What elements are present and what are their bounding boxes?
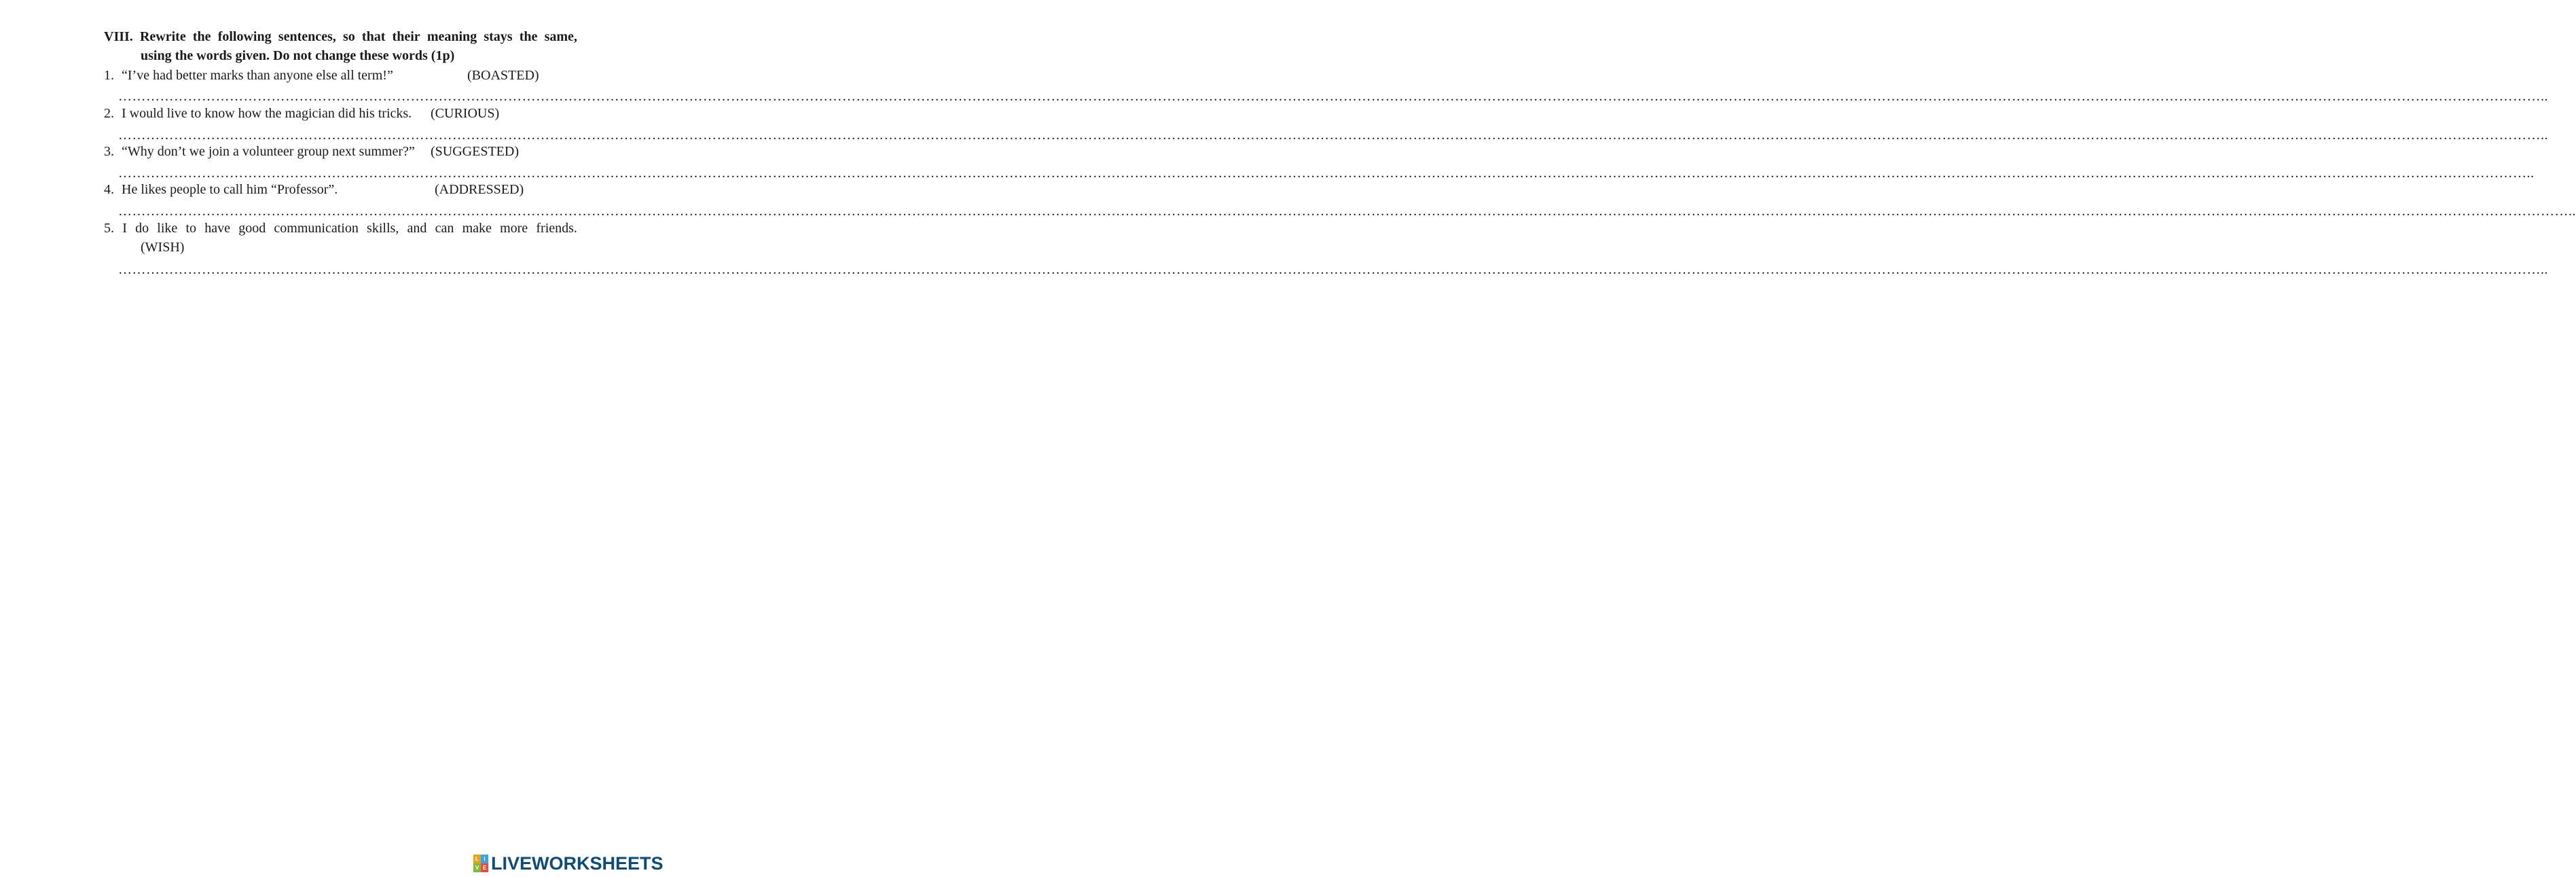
question-word: skills, xyxy=(367,221,399,236)
question-word: do xyxy=(135,221,149,236)
heading-word: the xyxy=(519,29,538,44)
question-4 xyxy=(104,180,577,199)
question-text: “Why don’t we join a volunteer group next summer?” xyxy=(122,144,415,159)
heading-word: the xyxy=(192,29,211,44)
question-number: 4. xyxy=(104,182,114,197)
keyword-curious: (CURIOUS) xyxy=(431,106,500,121)
question-word: to xyxy=(185,221,197,236)
question-number: 1. xyxy=(104,68,114,83)
question-word: can xyxy=(435,221,454,236)
brand-name: LIVEWORKSHEETS xyxy=(491,853,664,874)
heading-line-1 xyxy=(104,27,577,46)
liveworksheets-blocks-icon: L I V E xyxy=(473,855,488,872)
heading-word: Rewrite xyxy=(139,29,186,44)
answer-dotted-line: …………………………………………………………………………………………………………………………………………………………………………………………………………………………………………………………………………………………………………………………………………………………………………………………………………………………………………………………………………………….. xyxy=(118,204,2576,219)
exercise-heading xyxy=(104,27,577,65)
answer-dotted-line: ……………………………………………………………………………………………………………………………………………………………………………………………………………………………………………………………………………………………………………………………………………………………………………………………………………………………………………………………………………….. xyxy=(118,262,2548,277)
question-word: like xyxy=(157,221,178,236)
answer-dotted-line: ……………………………………………………………………………………………………………………………………………………………………………………………………………………………………………………………………………………………………………………………………………………………………………………………………………………………………………………………………………….. xyxy=(118,128,2548,143)
answer-dotted-line: …………………………………………………………………………………………………………………………………………………………………………………………………………………………………………………………………………………………………………………………………………………………………………………………………………………………………………………………………………….. xyxy=(118,166,2535,181)
heading-word: following xyxy=(217,29,272,44)
question-word: more xyxy=(500,221,528,236)
question-number: 5. xyxy=(104,221,114,236)
heading-word: meaning xyxy=(427,29,477,44)
question-1 xyxy=(104,66,577,85)
answer-input-2[interactable] xyxy=(118,124,553,141)
keyword-wish: (WISH) xyxy=(141,240,185,255)
question-word: I xyxy=(122,221,127,236)
keyword-addressed: (ADDRESSED) xyxy=(435,182,524,197)
question-word: good xyxy=(238,221,266,236)
question-word: have xyxy=(204,221,231,236)
question-5 xyxy=(104,219,577,257)
question-word: make xyxy=(462,221,492,236)
heading-word: same, xyxy=(544,29,577,44)
question-text: “I’ve had better marks than anyone else all term!” xyxy=(122,68,393,83)
question-2 xyxy=(104,104,577,123)
question-word: friends. xyxy=(536,221,577,236)
heading-word: stays xyxy=(484,29,513,44)
question-word: communication xyxy=(274,221,359,236)
answer-input-1[interactable] xyxy=(118,86,553,102)
question-number: 2. xyxy=(104,106,114,121)
keyword-suggested: (SUGGESTED) xyxy=(431,144,519,159)
answer-dotted-line: ……………………………………………………………………………………………………………………………………………………………………………………………………………………………………………………………………………………………………………………………………………………………………………………………………………………………………………………………………………….. xyxy=(118,89,2548,104)
question-text: He likes people to call him “Professor”. xyxy=(122,182,338,197)
heading-word: so xyxy=(342,29,355,44)
heading-word: that xyxy=(361,29,386,44)
answer-input-4[interactable] xyxy=(118,200,553,217)
heading-word: sentences, xyxy=(278,29,336,44)
answer-input-3[interactable] xyxy=(118,162,553,179)
question-3 xyxy=(104,142,577,161)
heading-word: their xyxy=(392,29,420,44)
question-number: 3. xyxy=(104,144,114,159)
liveworksheets-logo xyxy=(473,853,664,874)
keyword-boasted: (BOASTED) xyxy=(467,68,539,83)
heading-line-2: using the words given. Do not change these words (1p) xyxy=(141,48,455,63)
heading-word: VIII. xyxy=(104,29,133,44)
question-word: and xyxy=(407,221,427,236)
question-text: I would live to know how the magician did his tricks. xyxy=(122,106,412,121)
question-5-line-1 xyxy=(104,219,577,238)
answer-input-5[interactable] xyxy=(118,259,553,275)
